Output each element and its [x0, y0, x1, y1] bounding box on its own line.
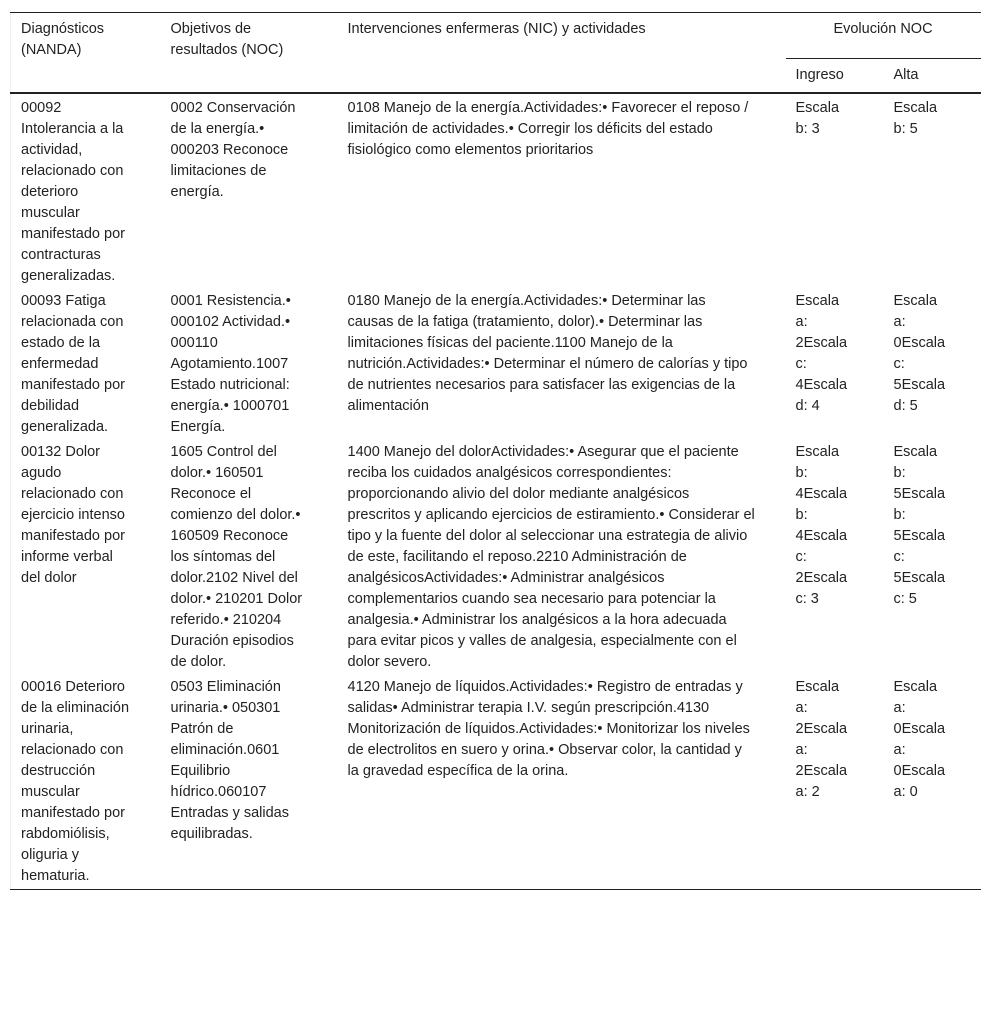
- nursing-care-plan-table: [10, 12, 981, 890]
- cell-nic: 1400 Manejo del dolorActividades:• Asegurar que el paciente reciba los cuidados analgésicos correspondientes: proporcionando alivio del dolor mediante analgésicos prescritos y aplicando ejercicios de estiramiento.• Considerar el tipo y la fuente del dolor al seleccionar una estrategia de alivio de este, facilitando el reposo.2210 Administración de analgésicosActividades:• Administrar analgésicos complementarios cuando sea necesario para potenciar la analgesia.• Administrar los analgésicos a la hora adecuada para evitar picos y valles de analgesia, especialmente con el dolor severo.: [347, 444, 755, 670]
- cell-nic: 0180 Manejo de la energía.Actividades:• Determinar las causas de la fatiga (tratamiento, dolor).• Determinar las limitaciones físicas del paciente.1100 Manejo de la nutrición.Actividades:• Determinar el número de calorías y tipo de nutrientes necesarios para satisfacer las exigencias de la alimentación: [347, 293, 748, 414]
- cell-ingreso: Escala b: 3: [795, 100, 840, 137]
- cell-nanda: 00093 Fatiga relacionada con estado de la enfermedad manifestado por debilidad generalizada.: [21, 293, 125, 435]
- cell-nanda: 00092 Intolerancia a la actividad, relacionado con deterioro muscular manifestado por contracturas generalizadas.: [21, 100, 125, 284]
- header-ingreso: Ingreso: [786, 59, 884, 94]
- cell-ingreso: Escala b: 4Escala b: 4Escala c: 2Escala c: 3: [795, 444, 848, 607]
- table-row: [11, 93, 981, 287]
- cell-noc: 0001 Resistencia.• 000102 Actividad.• 000110 Agotamiento.1007 Estado nutricional: energía.• 1000701 Energía.: [170, 293, 291, 435]
- cell-nic: 0108 Manejo de la energía.Actividades:• Favorecer el reposo / limitación de actividades.• Corregir los déficits del estado fisiológico como elementos prioritarios: [347, 100, 749, 158]
- cell-noc: 0002 Conservación de la energía.• 000203 Reconoce limitaciones de energía.: [170, 100, 296, 200]
- cell-nanda: 00016 Deterioro de la eliminación urinaria, relacionado con destrucción muscular manifestado por rabdomiólisis, oliguria y hematuria.: [11, 673, 161, 890]
- cell-noc: 0503 Eliminación urinaria.• 050301 Patrón de eliminación.0601 Equilibrio hídrico.060107 Entradas y salidas equilibradas.: [161, 673, 338, 890]
- cell-ingreso: Escala a: 2Escala c: 4Escala d: 4: [795, 293, 848, 414]
- header-alta: Alta: [884, 59, 981, 94]
- cell-nic: 4120 Manejo de líquidos.Actividades:• Registro de entradas y salidas• Administrar terapia I.V. según prescripción.4130 Monitorización de líquidos.Actividades:• Monitorizar los niveles de electrolitos en suero y orina.• Observar color, la cantidad y la gravedad específica de la orina.: [338, 673, 786, 890]
- table-row: [11, 438, 981, 673]
- cell-alta: Escala b: 5: [893, 100, 938, 137]
- cell-alta: Escala a: 0Escala a: 0Escala a: 0: [884, 673, 981, 890]
- header-nic: Intervenciones enfermeras (NIC) y actividades: [338, 13, 786, 94]
- cell-nanda: 00132 Dolor agudo relacionado con ejercicio intenso manifestado por informe verbal del dolor: [21, 444, 125, 586]
- table-row: [11, 287, 981, 438]
- cell-noc: 1605 Control del dolor.• 160501 Reconoce el comienzo del dolor.• 160509 Reconoce los síntomas del dolor.2102 Nivel del dolor.• 210201 Dolor referido.• 210204 Duración episodios de dolor.: [170, 444, 303, 670]
- cell-alta: Escala a: 0Escala c: 5Escala d: 5: [893, 293, 946, 414]
- cell-ingreso: Escala a: 2Escala a: 2Escala a: 2: [786, 673, 884, 890]
- header-evolucion: Evolución NOC: [786, 13, 981, 59]
- header-noc: Objetivos de resultados (NOC): [161, 13, 338, 94]
- header-nanda: Diagnósticos (NANDA): [11, 13, 161, 94]
- table-row: [11, 673, 981, 890]
- cell-alta: Escala b: 5Escala b: 5Escala c: 5Escala c: 5: [893, 444, 946, 607]
